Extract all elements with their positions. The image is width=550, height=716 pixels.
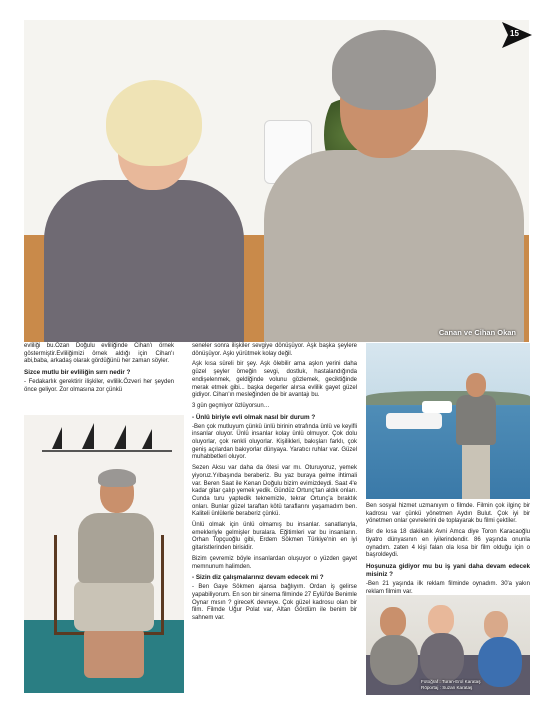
man-shirt-3 — [456, 395, 496, 445]
man-hair-2 — [98, 469, 136, 487]
hero-man — [254, 30, 524, 342]
woman-body — [44, 180, 244, 342]
person-3-head — [484, 611, 508, 639]
photo3-man — [456, 373, 496, 499]
col2-p4: -Ben çok mutluyum çünkü ünlü birinin etrafında ünlü ve keyifli insanlar oluyor. Ünlü insanlar kolay ünlü olmuyor. Çok dolu oluyorlar, çok renkli oluyorlar. Kişilikleri, bakışları farklı, çok geniş açılardan bakıyorlar dünyaya. Yaratıcı ruhlar var. Güzel muhabbetleri oluyor. — [192, 423, 357, 461]
sailboats-decoration-icon — [42, 419, 172, 459]
col3-answer: -Ben 21 yaşında ilk reklam filminde oynadım. 30'a yakın reklam filmim var. — [366, 580, 530, 595]
hero-woman — [44, 80, 244, 342]
photo-credit-line-1: Fotoğraf : Turan-Erol Karataş — [421, 679, 481, 684]
photo3-boat-small — [422, 401, 452, 413]
photo-credit-line-2: Röportaj : Suzan Karataş — [421, 684, 473, 690]
photo-man-seated — [24, 415, 184, 693]
woman-hair — [106, 80, 202, 166]
col1-question: Sizce mutlu bir evliliğin sırrı nedir ? — [24, 369, 131, 377]
col2-question-1: - Ünlü biriyle evli olmak nasıl bir durum ? — [192, 413, 316, 421]
col2-question-2: - Sizin diz çalışmalarınız devam edecek mi ? — [192, 574, 324, 582]
col3-p1: Ben sosyal hizmet uzmanıyım o filmde. Filmin çok ilginç bir kadrosu var çünkü yönetmen Aydın Bulut. Çok iyi bir yönetmen onlar çevrelerini de toplayarak bu filmi çektiler. — [366, 503, 530, 525]
col2-p7: Bizim çevremiz böyle insanlardan oluşuyor o yüzden gayet memnunum halimden. — [192, 555, 357, 570]
photo-sea-boats — [366, 343, 530, 499]
col1-answer: - Fedakarlık gerektirir ilişkiler, evlilik.Özveri her şeyden önce geliyor. Zor olmasına zor çünkü — [24, 379, 174, 393]
photo2-man — [64, 473, 164, 683]
man-hair — [332, 30, 436, 110]
photo-credit — [421, 679, 481, 690]
man-legs-3 — [462, 443, 490, 499]
photo-three-people — [366, 595, 530, 695]
col2-p3: 3 gün geçmiyor özlüyorsun… — [192, 402, 270, 409]
man-body — [264, 150, 524, 342]
person-2-body — [420, 633, 464, 683]
col3-p2: Bir de kısa 18 dakikalık Avni Amca diye Toron Karacaoğlu tiyatro dünyasının en iyilerindendir. 86 yaşında onunla oynadım. zaten 4 kişi falan ola kısa bir film olduğu için o başroldeydi. — [366, 529, 530, 559]
man-head-3 — [466, 373, 486, 397]
person-1-head — [380, 607, 406, 637]
photo3-boat — [386, 413, 442, 429]
col2-p2: Aşk kısa süreli bir şey. Aşk ölebilir ama aşkın yerini daha güzel şeyler örneğin sevgi, dostluk, hastalandığında endişelenmek, geldiğinde volunu gözlemek, geciktiğinde merak etmek gibi... başka degerler alırsa evlilik gayet güzel gidiyor. Cihan'ın mesleğinden de bir avantajı bu. — [192, 361, 357, 399]
page-number-badge — [502, 20, 532, 50]
col3-question: Hoşunuza gidiyor mu bu iş yani daha devam edecek misiniz ? — [366, 562, 530, 578]
col2-p1: seneler sonra ilişkiler sevgiye dönüşüyor. Aşk başka şeylere dönüşüyor. Aşkı yürütmek kolay değil. — [192, 343, 357, 357]
column-3 — [366, 503, 530, 599]
man-legs — [74, 581, 154, 631]
column-2 — [192, 343, 357, 626]
man-shins — [84, 628, 144, 678]
person-3-body — [478, 637, 522, 687]
person-2-head — [428, 605, 454, 635]
page-number: 15 — [510, 29, 519, 38]
col2-p6: Ünlü olmak için ünlü olmamış bu insanlar. sanatlarıyla, emekleriyle gelmişler buralara. Eğitimleri var bu insanların. Orhan Topçuoğlu gibi, Erdem Sökmen Türkiye'nin en iyi gitaristlerinden birisidir. — [192, 522, 357, 552]
col2-p8: - Ben Gaye Sökmen ajansa bağlıyım. Ordan iş gelirse yapabiliyorum. En son bir sinema filminde 27 Eylül'de Benimle Oynar mısın ? gireceK devreye. Çok güzel kadrosu olan bir film. Filmde Uğur Polat var, Altan Gördüm ile benim bir sahnem var. — [192, 584, 357, 622]
column-1 — [24, 343, 174, 398]
col1-intro: evliliği bu.Ozan Doğulu evliliğinde Cihan'ı örnek göstermiştir.Evliliğimizi örnek aldığı için Cihan'ı abi,baba, arkadaş olarak gördüğünü her zaman söyler. — [24, 343, 174, 365]
man-shirt — [78, 513, 154, 583]
hero-caption: Canan ve Cihan Okan — [438, 328, 516, 337]
col2-p5: Sezen Aksu var daha da ötesi var mı. Oturuyoruz, yemek yiyoruz.Yılbaşında beraberiz. Bu yaz buraya gelme ihtimali var. Beren Saat ile Kenan Doğulu bizim evimizdeydi. Saat 4'e kadar gitar çalıp yemek yedik. Gündüz Ortunç'tan aldık onları. Cunda turu yaptedik teknemizle, tekrar Ortunç'a bıraktık onları. Bunlar güzel taraftan kötü taraflarını yaşamadım ben. Kaliteli ünlülerle beraberiz çünkü. — [192, 465, 357, 518]
hero-photo — [24, 20, 529, 342]
person-1-body — [370, 635, 418, 685]
